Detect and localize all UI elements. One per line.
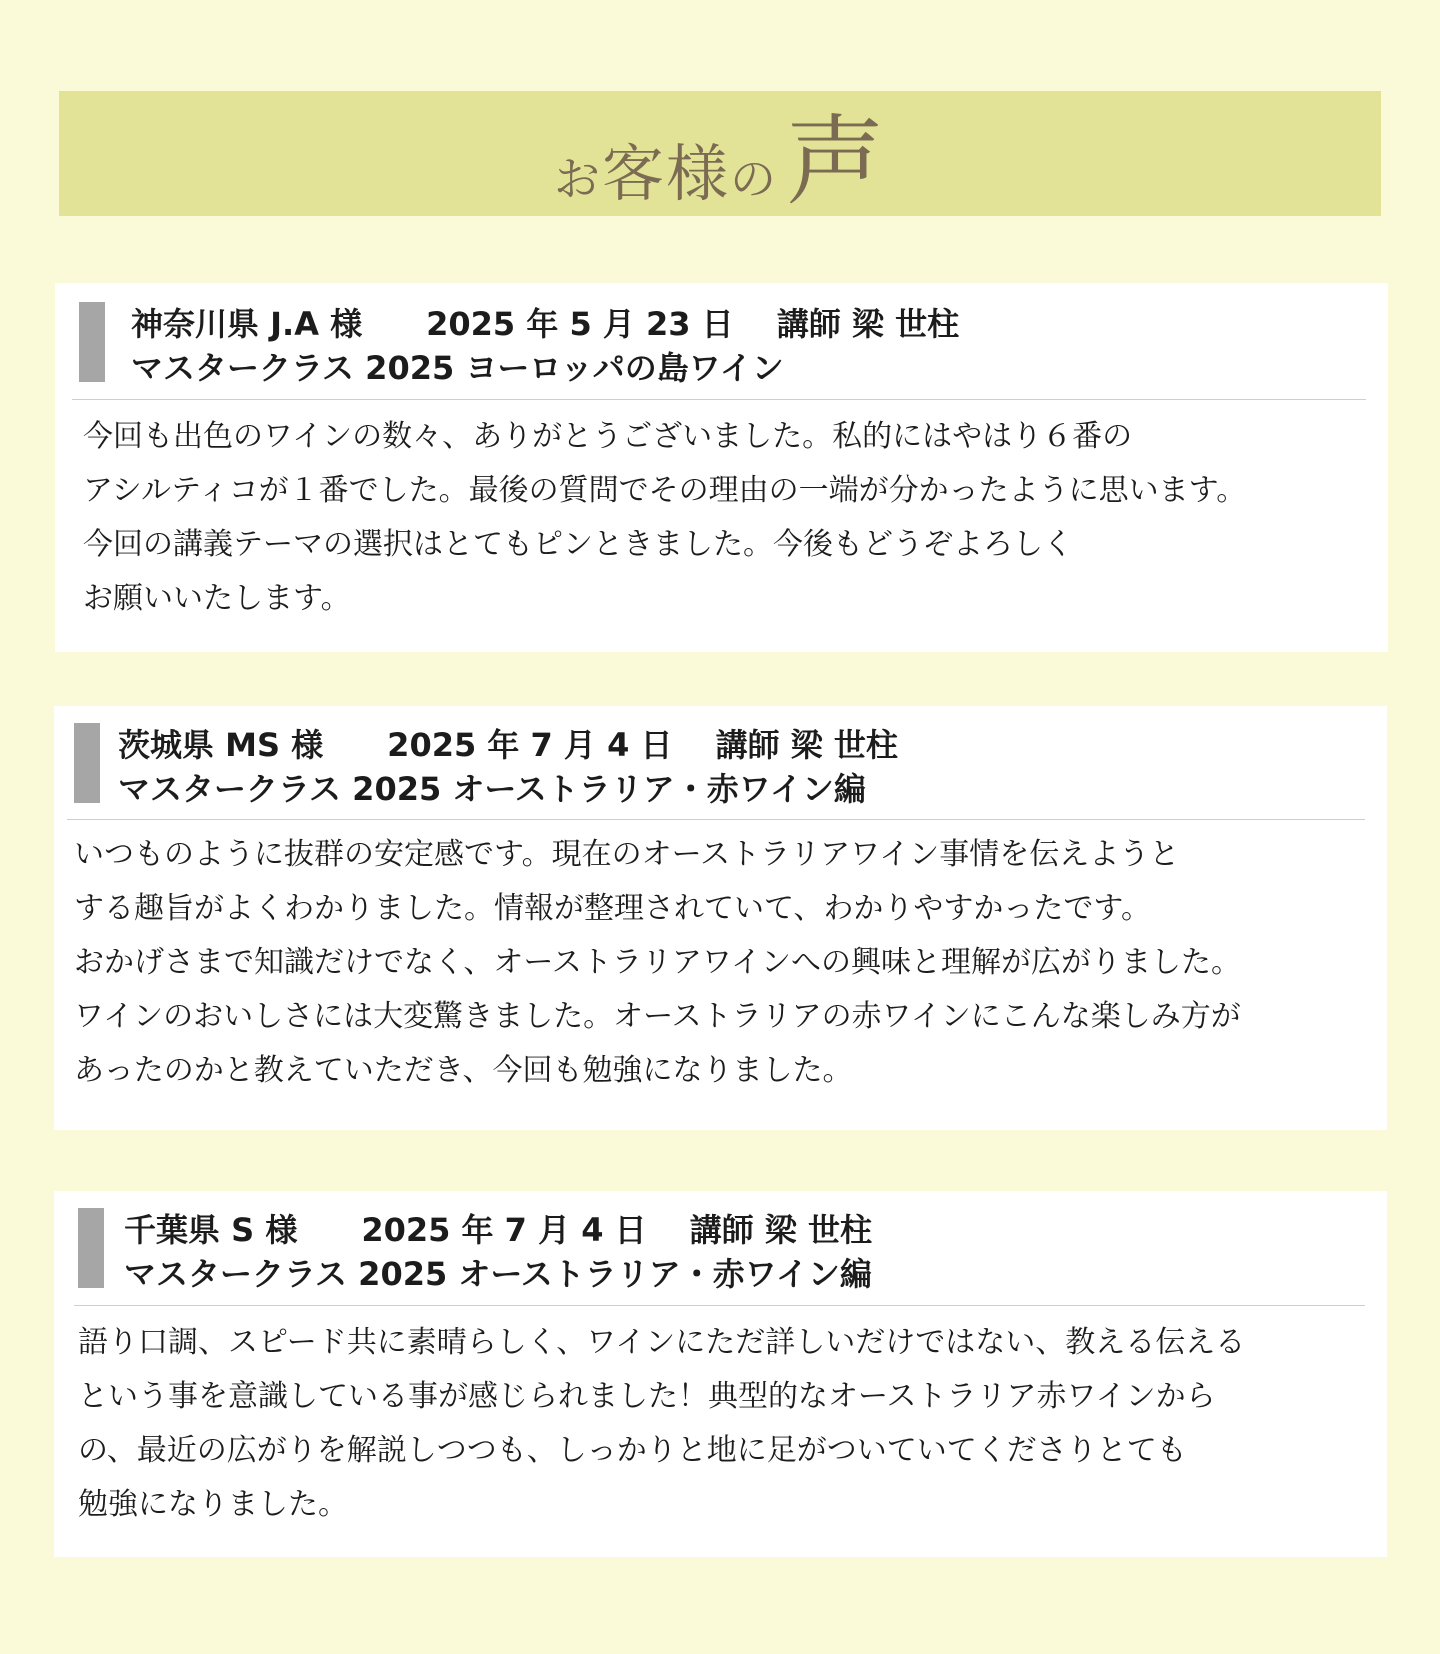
accent-bar xyxy=(74,723,100,803)
page-title xyxy=(554,83,886,224)
accent-bar xyxy=(79,302,105,382)
testimonial-body xyxy=(79,400,1366,626)
title-part-2: 客様 xyxy=(601,137,730,210)
body-line: 勉強になりました。 xyxy=(78,1487,348,1522)
body-line: あったのかと教えていただき、今回も勉強になりました。 xyxy=(74,1053,853,1088)
body-line: お願いいたします。 xyxy=(83,581,351,616)
page-header xyxy=(59,91,1381,219)
testimonial-meta: 茨城県 MS 様 2025 年 7 月 4 日 講師 梁 世柱 xyxy=(118,726,898,764)
body-line: ワインのおいしさには大変驚きました。オーストラリアの赤ワインにこんな楽しみ方が xyxy=(74,999,1241,1034)
testimonial-card xyxy=(54,1191,1387,1557)
title-part-4: 声 xyxy=(786,105,887,219)
testimonial-header xyxy=(78,1208,1365,1296)
body-line: いつものように抜群の安定感です。現在のオーストラリアワイン事情を伝えようと xyxy=(74,837,1180,872)
testimonial-course: マスタークラス 2025 ヨーロッパの島ワイン xyxy=(131,349,784,387)
body-line: という事を意識している事が感じられました！典型的なオーストラリア赤ワインから xyxy=(78,1379,1216,1414)
title-part-1: お xyxy=(553,152,602,206)
body-line: アシルティコが１番でした。最後の質問でその理由の一端が分かったように思います。 xyxy=(83,473,1247,508)
accent-bar xyxy=(78,1208,104,1288)
body-line: する趣旨がよくわかりました。情報が整理されていて、わかりやすかったです。 xyxy=(74,891,1151,926)
body-line: の、最近の広がりを解説しつつも、しっかりと地に足がついていてくださりとても xyxy=(78,1433,1187,1468)
title-part-3: の xyxy=(730,152,778,206)
testimonial-body xyxy=(78,1306,1365,1532)
testimonial-body xyxy=(74,820,1365,1098)
testimonial-course: マスタークラス 2025 オーストラリア・赤ワイン編 xyxy=(124,1255,872,1293)
testimonial-header xyxy=(74,723,1365,811)
testimonial-card xyxy=(55,283,1388,652)
testimonial-meta: 千葉県 S 様 2025 年 7 月 4 日 講師 梁 世柱 xyxy=(124,1211,873,1249)
body-line: おかげさまで知識だけでなく、オーストラリアワインへの興味と理解が広がりました。 xyxy=(74,945,1241,980)
testimonial-card xyxy=(54,706,1387,1130)
body-line: 今回の講義テーマの選択はとてもピンときました。今後もどうぞよろしく xyxy=(83,527,1073,562)
testimonial-course: マスタークラス 2025 オーストラリア・赤ワイン編 xyxy=(118,770,866,808)
testimonial-header xyxy=(79,302,1366,390)
body-line: 語り口調、スピード共に素晴らしく、ワインにただ詳しいだけではない、教える伝える xyxy=(78,1325,1246,1360)
body-line: 今回も出色のワインの数々、ありがとうございました。私的にはやはり６番の xyxy=(83,419,1133,454)
testimonial-meta: 神奈川県 J.A 様 2025 年 5 月 23 日 講師 梁 世柱 xyxy=(131,305,960,343)
